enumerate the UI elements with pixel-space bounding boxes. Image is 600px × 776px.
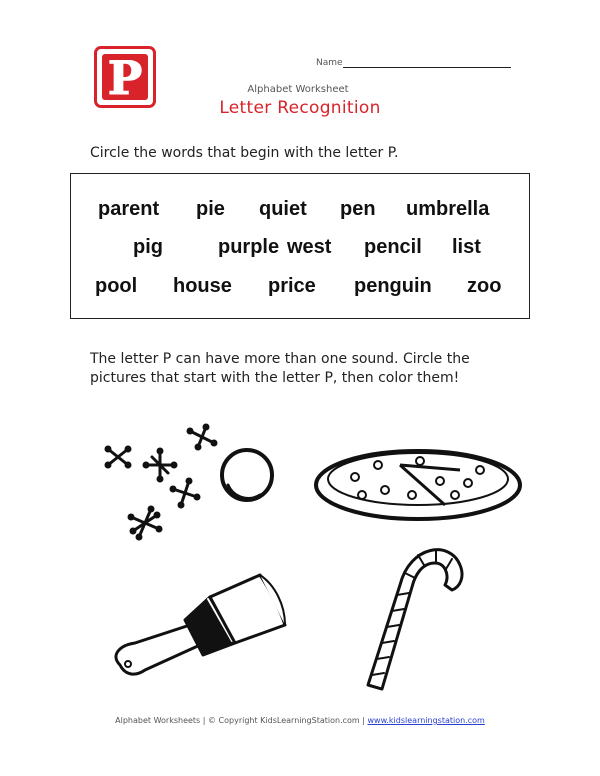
instruction-words: Circle the words that begin with the letter P.	[90, 145, 399, 161]
word-item[interactable]: pen	[340, 198, 376, 220]
word-item[interactable]: pool	[95, 275, 138, 297]
word-item[interactable]: pie	[196, 198, 225, 220]
word-item[interactable]: pencil	[364, 236, 422, 258]
word-item[interactable]: penguin	[354, 275, 432, 297]
footer-copyright: Alphabet Worksheets | © Copyright KidsLearningStation.com |	[115, 716, 368, 725]
footer-link[interactable]: www.kidslearningstation.com	[367, 716, 485, 725]
word-item[interactable]: house	[173, 275, 232, 297]
pizza-icon[interactable]	[316, 451, 520, 519]
word-item[interactable]: zoo	[467, 275, 502, 297]
instruction-pictures: The letter P can have more than one sound. Circle the pictures that start with the letter P, then color them!	[90, 351, 470, 386]
worksheet-subtitle-text: Alphabet Worksheet	[247, 84, 349, 95]
word-box	[70, 173, 530, 319]
pictures-area	[100, 415, 540, 700]
word-item[interactable]: price	[268, 275, 316, 297]
word-item[interactable]: list	[452, 236, 481, 258]
name-label: Name	[316, 58, 343, 68]
jacks-and-ball-icon[interactable]	[105, 424, 272, 540]
letter-badge-letter: P	[107, 51, 143, 105]
footer	[0, 716, 600, 725]
word-item[interactable]: umbrella	[406, 198, 490, 220]
word-item[interactable]: pig	[133, 236, 163, 258]
name-line[interactable]	[343, 67, 511, 68]
word-item[interactable]: purple	[218, 236, 280, 258]
word-item[interactable]: parent	[98, 198, 160, 220]
paintbrush-icon[interactable]	[116, 575, 285, 674]
word-item[interactable]: west	[287, 236, 332, 258]
candy-cane-icon[interactable]	[368, 550, 462, 689]
word-item[interactable]: quiet	[259, 198, 307, 220]
worksheet-subtitle	[0, 84, 600, 95]
worksheet-title: Letter Recognition	[219, 98, 381, 118]
